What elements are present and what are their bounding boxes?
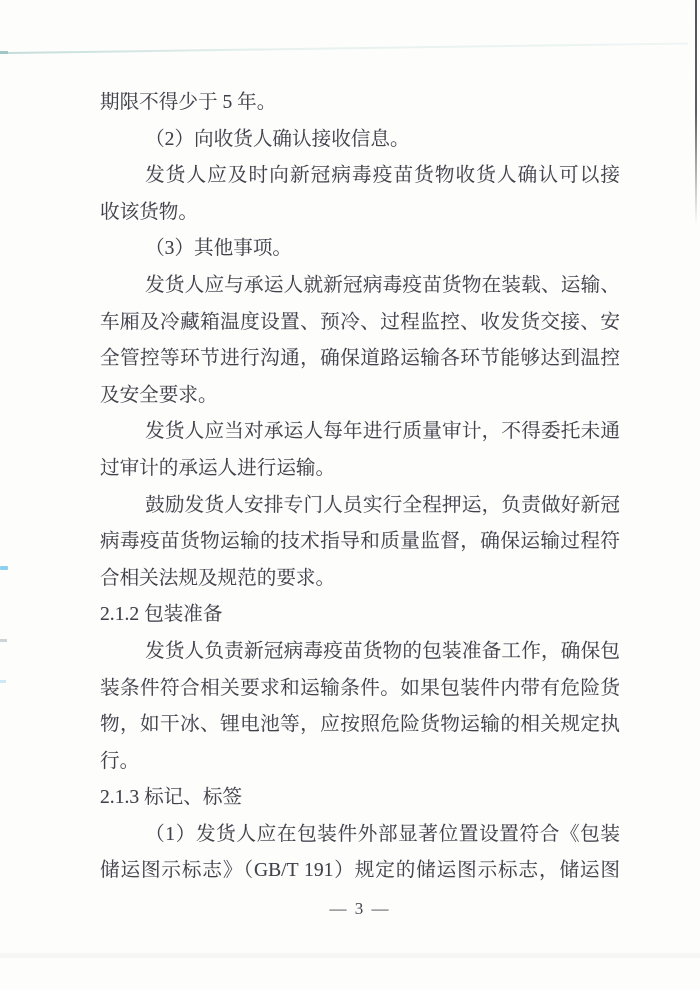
text-line: 行。	[100, 750, 140, 772]
text-line: 储运图示标志》（GB/T 191）规定的储运图示标志，储运图	[100, 860, 620, 882]
text-line: 发货人应当对承运人每年进行质量审计，不得委托未通	[145, 421, 620, 443]
text-line: （3）其他事项。	[145, 238, 293, 260]
scan-mark-top-line	[8, 43, 688, 54]
scan-mark-top-left-dash	[0, 51, 8, 54]
document-body	[100, 85, 620, 890]
section-heading: 2.1.2 包装准备	[100, 604, 223, 626]
page-number: — 3 —	[329, 899, 391, 918]
section-heading: 2.1.3 标记、标签	[100, 787, 243, 809]
text-line: 及安全要求。	[100, 384, 218, 406]
text-line: （2）向收货人确认接收信息。	[145, 128, 410, 150]
text-line: 合相关法规及规范的要求。	[100, 567, 336, 589]
scan-mark-left-blue-dash	[0, 566, 8, 570]
text-line: 收该货物。	[100, 201, 198, 223]
scan-mark-bottom-smudge	[0, 953, 700, 958]
text-line: 装条件符合相关要求和运输条件。如果包装件内带有危险货	[100, 677, 620, 699]
text-line: 期限不得少于 5 年。	[100, 92, 277, 113]
text-line: 病毒疫苗货物运输的技术指导和质量监督，确保运输过程符	[100, 531, 620, 553]
text-line: 鼓励发货人安排专门人员实行全程押运，负责做好新冠	[145, 494, 620, 516]
text-line: （1）发货人应在包装件外部显著位置设置符合《包装	[145, 823, 620, 845]
scan-mark-left-gray-dash	[0, 639, 7, 642]
scan-mark-right-edge-line	[695, 0, 697, 225]
scan-mark-left-faint-dash	[0, 680, 6, 683]
text-line: 发货人应与承运人就新冠病毒疫苗货物在装载、运输、	[145, 274, 620, 296]
text-line: 物，如干冰、锂电池等，应按照危险货物运输的相关规定执	[100, 714, 620, 736]
text-line: 发货人应及时向新冠病毒疫苗货物收货人确认可以接	[145, 165, 620, 187]
text-line: 车厢及冷藏箱温度设置、预冷、过程监控、收发货交接、安	[100, 311, 620, 333]
text-line: 发货人负责新冠病毒疫苗货物的包装准备工作，确保包	[145, 640, 620, 662]
text-line: 过审计的承运人进行运输。	[100, 457, 336, 479]
text-line: 全管控等环节进行沟通，确保道路运输各环节能够达到温控	[100, 348, 620, 370]
